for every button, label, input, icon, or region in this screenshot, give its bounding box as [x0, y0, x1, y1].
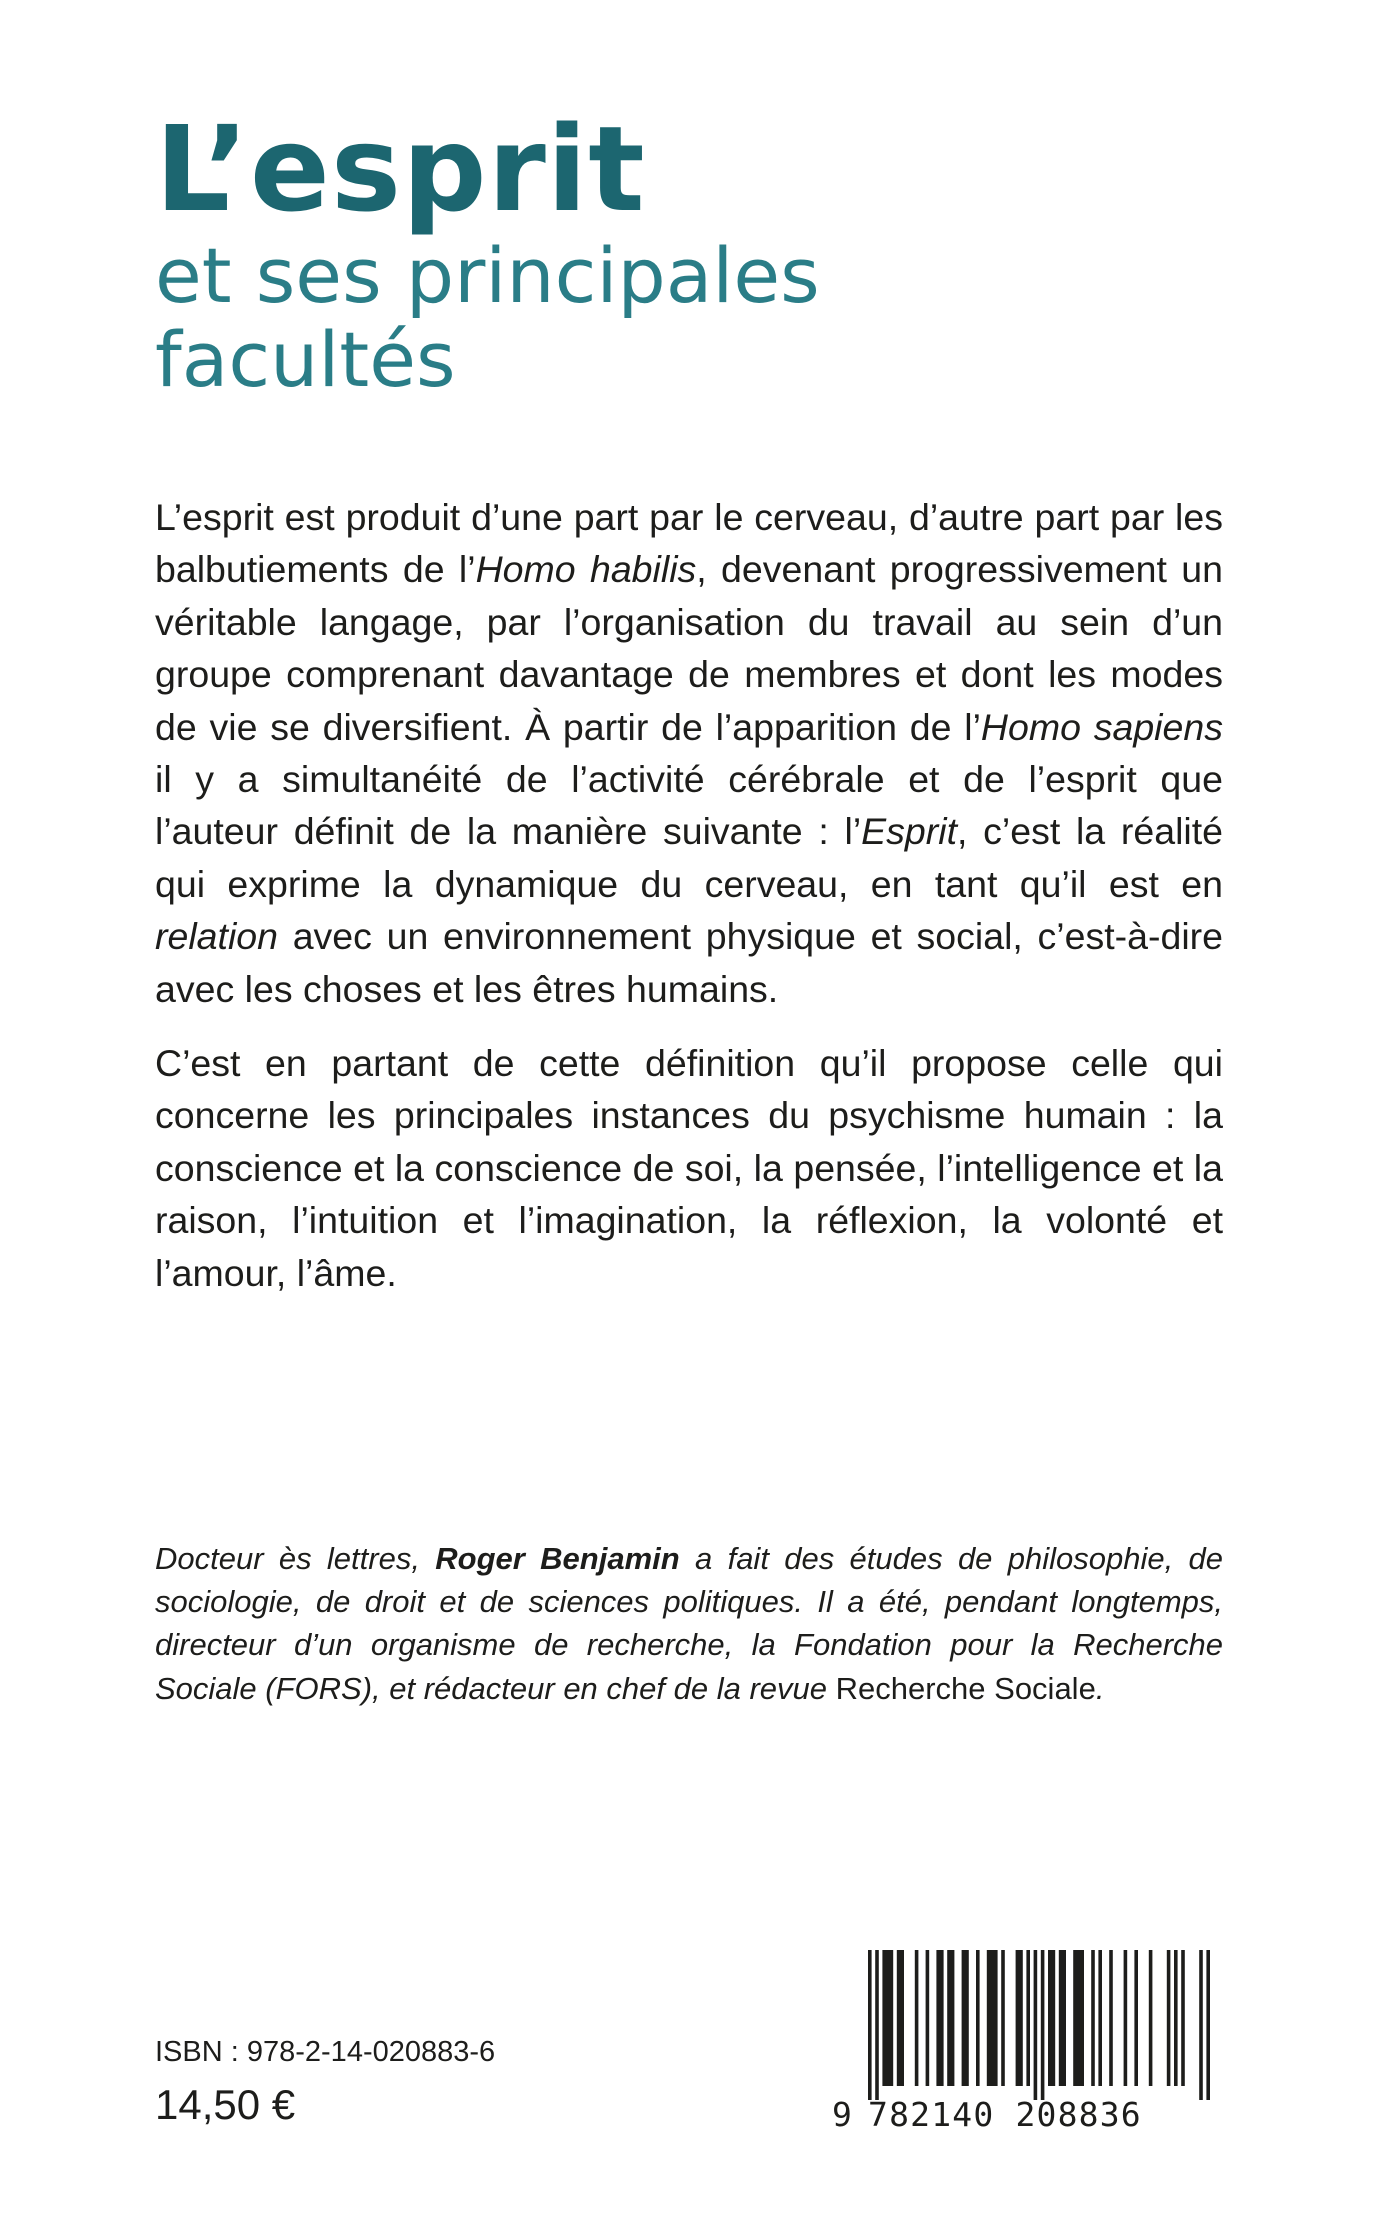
blurb-paragraph-2: C’est en partant de cette définition qu’il propose celle qui concerne les principales instances du psychisme humain : la conscience et la conscience de soi, la pensée, l’intelligence et la raison, l’intuition et l’imagination, la réflexion, la volonté et l’amour, l’âme.	[155, 1042, 1223, 1294]
barcode-bar-28	[1199, 1950, 1203, 2100]
barcode-bar-25	[1167, 1950, 1171, 2086]
barcode-bars	[832, 1950, 1242, 2100]
emphasis-esprit: Esprit	[861, 810, 958, 853]
barcode-bar-15	[1041, 1950, 1045, 2100]
isbn: ISBN : 978-2-14-020883-6	[155, 2036, 496, 2068]
barcode-bar-9	[976, 1950, 980, 2086]
barcode-bar-17	[1059, 1950, 1066, 2086]
author-bio-paragraph: Docteur ès lettres, Roger Benjamin a fait des études de philosophie, de sociologie, de droit et de sciences politiques. Il a été, pendant longtemps, directeur d’un organisme de recherche, la Fondation pour la Recherche Sociale (FORS), et rédacteur en chef de la revue Recherche Sociale.	[155, 1541, 1223, 1706]
book-subtitle-line-2: facultés	[155, 315, 456, 404]
barcode-bar-10	[987, 1950, 998, 2086]
barcode-digit-lead: 9	[832, 2095, 852, 2134]
book-title: L’esprit	[155, 100, 646, 238]
barcode-bar-13	[1026, 1950, 1030, 2086]
barcode-bar-12	[1016, 1950, 1023, 2086]
book-subtitle-line-1: et ses principales	[155, 231, 820, 320]
barcode-bar-7	[947, 1950, 954, 2086]
barcode-bar-6	[936, 1950, 943, 2086]
barcode-bar-22	[1124, 1950, 1128, 2086]
barcode	[832, 1950, 1242, 2134]
emphasis-homo-habilis: Homo habilis	[475, 548, 697, 591]
barcode-bar-3	[897, 1950, 904, 2086]
barcode-bar-29	[1206, 1950, 1210, 2100]
barcode-digits-rest: 782140 208836	[868, 2095, 1142, 2134]
author-bio	[155, 1537, 1223, 1710]
barcode-bar-4	[915, 1950, 919, 2086]
barcode-bar-14	[1034, 1950, 1038, 2100]
blurb	[155, 491, 1223, 1299]
barcode-bar-5	[926, 1950, 930, 2086]
barcode-bar-27	[1181, 1950, 1185, 2086]
barcode-bar-19	[1091, 1950, 1095, 2086]
barcode-bar-18	[1073, 1950, 1084, 2086]
barcode-bar-16	[1048, 1950, 1055, 2086]
barcode-bar-21	[1109, 1950, 1113, 2086]
barcode-bar-24	[1149, 1950, 1153, 2086]
barcode-bar-8	[962, 1950, 969, 2086]
blurb-paragraph-1: L’esprit est produit d’une part par le cerveau, d’autre part par les balbutiements de l’Homo habilis, devenant progressivement un véritable langage, par l’organisation du travail au sein d’un groupe comprenant davantage de membres et dont les modes de vie se diversifient. À partir de l’apparition de l’Homo sapiens il y a simultanéité de l’activité cérébrale et de l’esprit que l’auteur définit de la manière suivante : l’Esprit, c’est la réalité qui exprime la dynamique du cerveau, en tant qu’il est en relation avec un environnement physique et social, c’est-à-dire avec les choses et les êtres humains.	[155, 496, 1224, 1010]
journal-name: Recherche Sociale	[835, 1670, 1096, 1706]
emphasis-homo-sapiens: Homo sapiens	[980, 705, 1223, 748]
price: 14,50 €	[155, 2081, 296, 2128]
barcode-bar-11	[1001, 1950, 1005, 2086]
barcode-bar-23	[1134, 1950, 1138, 2086]
barcode-bar-0	[868, 1950, 872, 2100]
barcode-bar-20	[1098, 1950, 1102, 2086]
barcode-bar-26	[1174, 1950, 1178, 2086]
author-name: Roger Benjamin	[435, 1541, 680, 1576]
barcode-bar-1	[875, 1950, 879, 2100]
title-block	[155, 100, 1255, 404]
emphasis-relation: relation	[155, 915, 278, 958]
barcode-bar-2	[882, 1950, 893, 2086]
